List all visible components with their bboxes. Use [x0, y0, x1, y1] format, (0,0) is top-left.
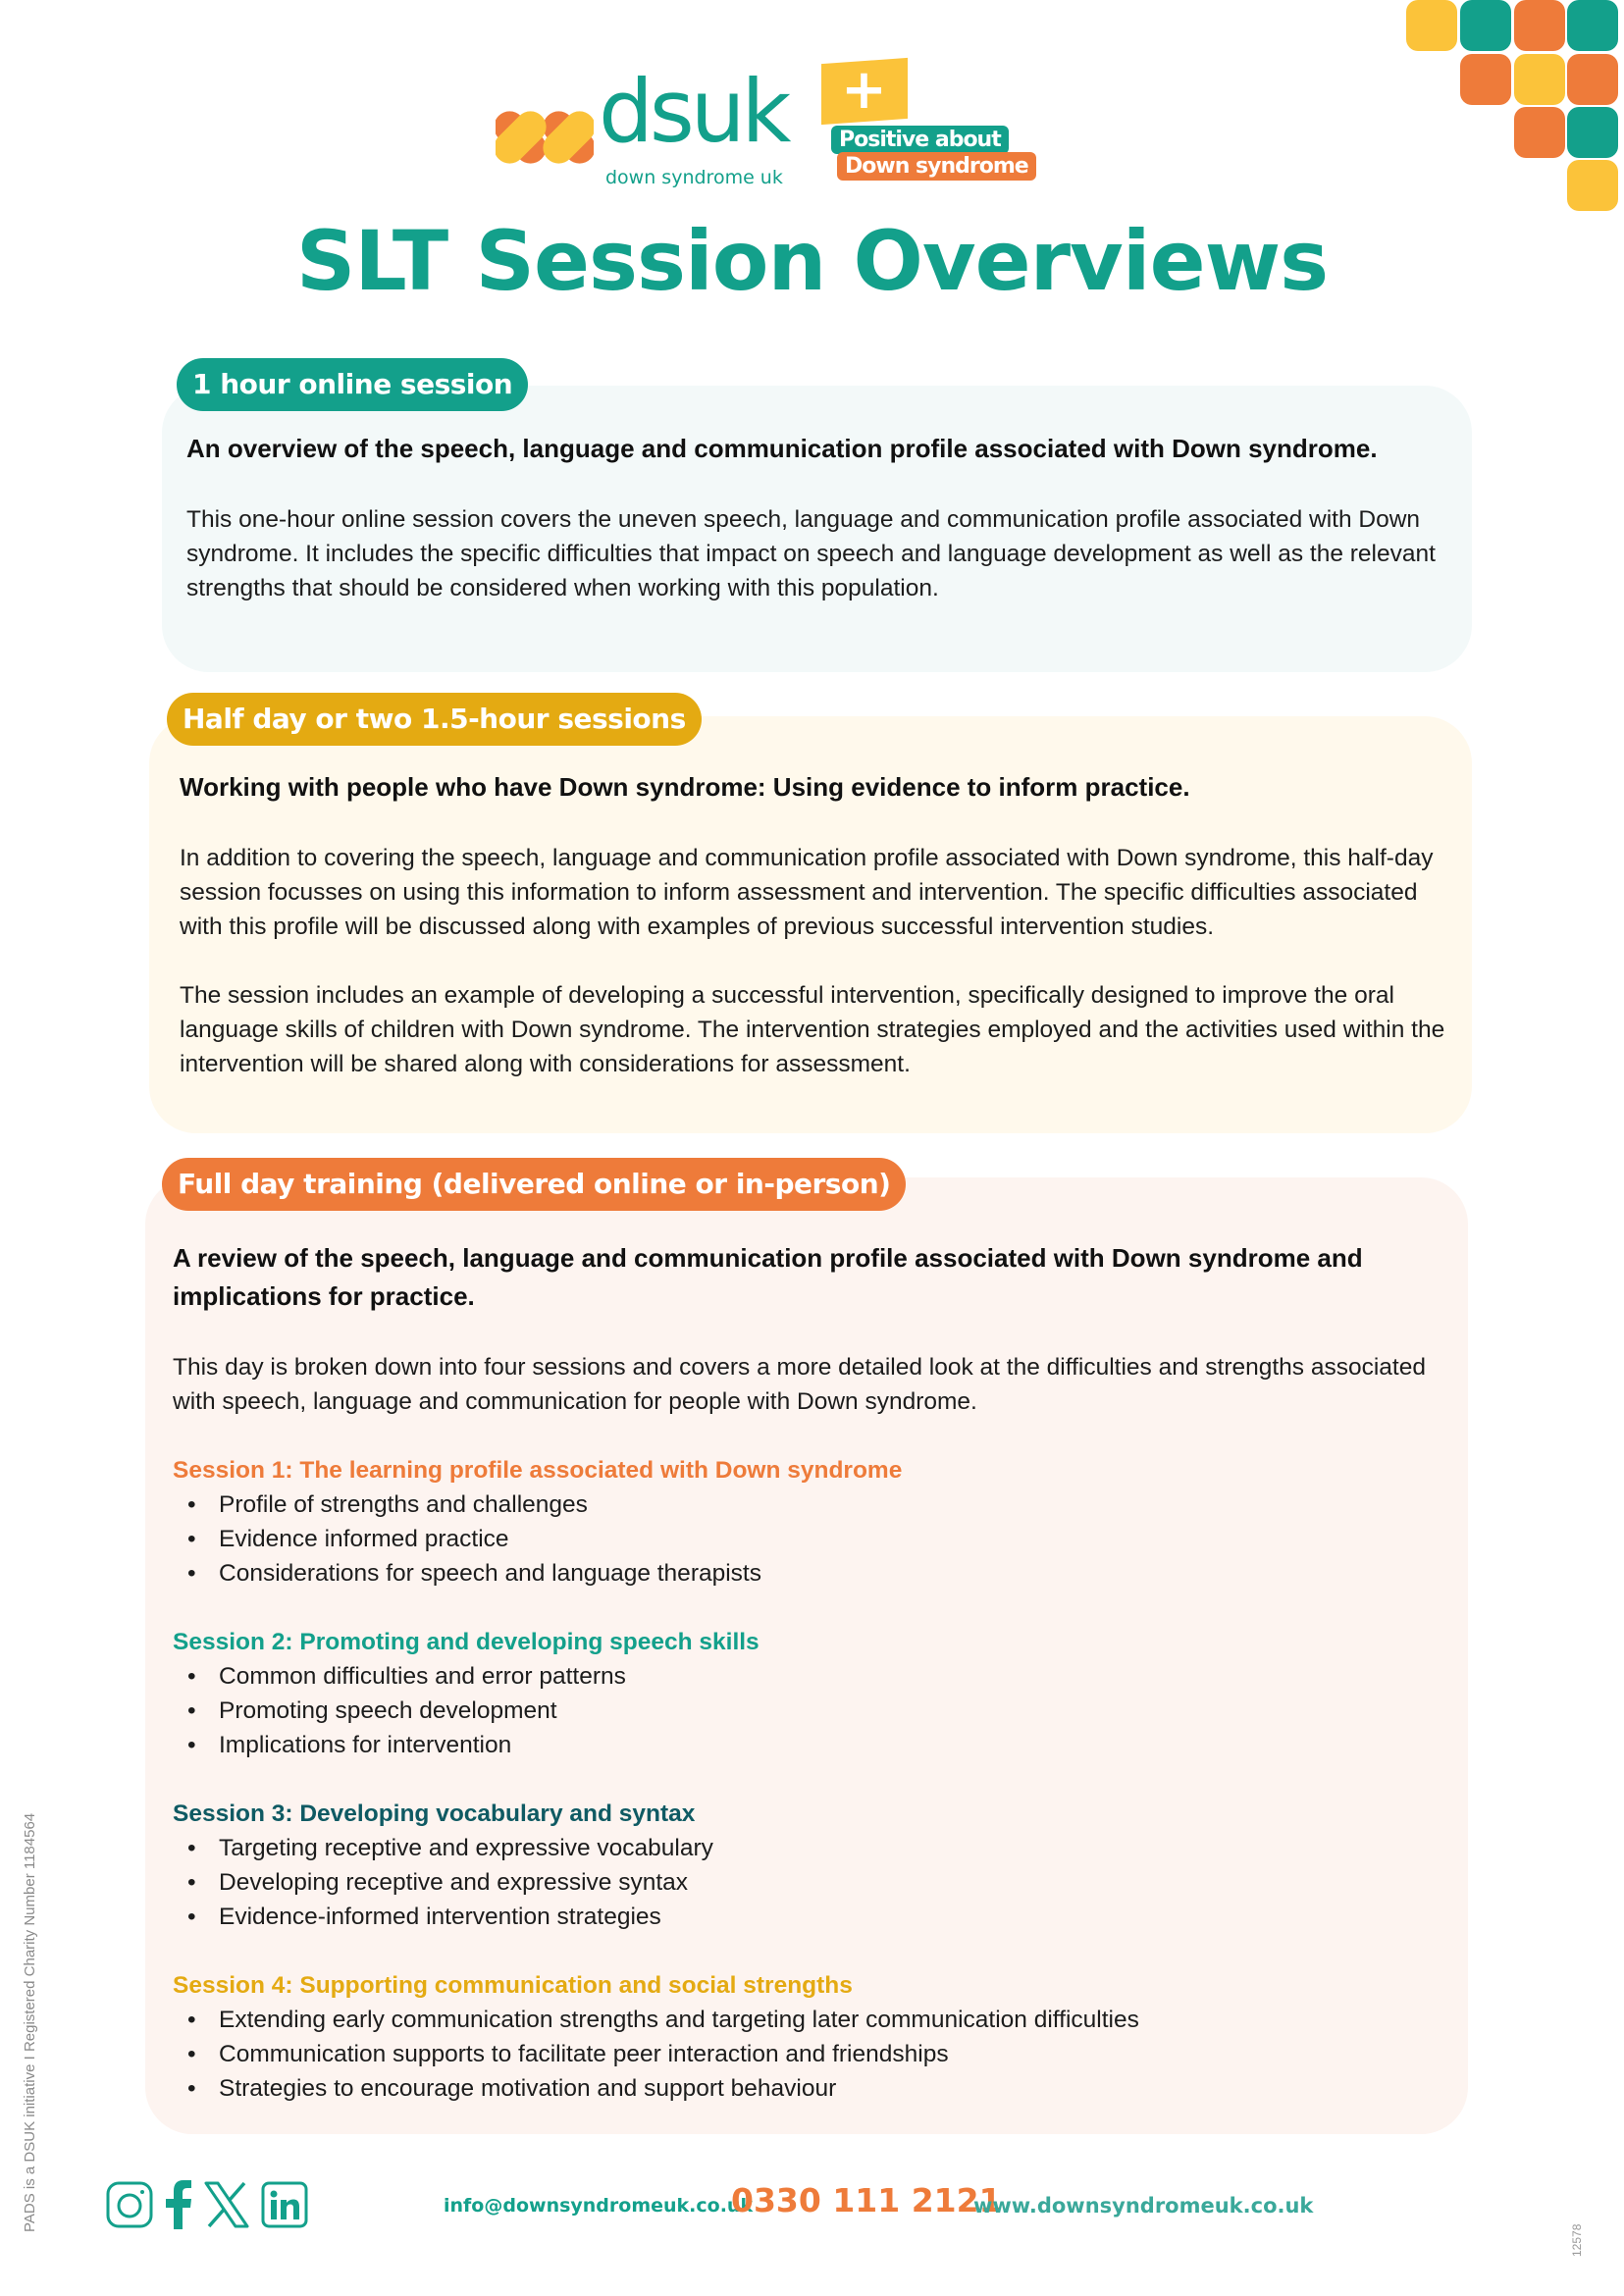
- list-item: [173, 2003, 1448, 2037]
- dsuk-logo-wordmark: dsuk: [599, 61, 788, 162]
- bullet-icon: •: [187, 1869, 196, 1896]
- section-paragraph: The session includes an example of developing a successful intervention, specifically designed to improve the oral language skills of children with Down syndrome. The intervention strategies employed and the activities used within the intervention will be shared along with considerations for assessment.: [180, 982, 1445, 1077]
- footer-phone[interactable]: 0330 111 2121: [731, 2181, 1002, 2219]
- tile: [1567, 160, 1618, 211]
- section-badge-halfday: Half day or two 1.5-hour sessions: [167, 693, 702, 746]
- list-item: [173, 2071, 1448, 2106]
- section-paragraph: This day is broken down into four sessions and covers a more detailed look at the difficulties and strengths associated with speech, language and communication for people with Down syndrome.: [173, 1354, 1426, 1415]
- section-paragraph: In addition to covering the speech, language and communication profile associated with Down syndrome, this half-day session focusses on using this information to inform assessment and intervention. The specific difficulties associated with this profile will be discussed along with examples of previous successful intervention studies.: [180, 845, 1434, 940]
- tile: [1567, 54, 1618, 105]
- list-item: [173, 1694, 1448, 1728]
- section-content-halfday: [180, 768, 1455, 1116]
- list-item-text: Implications for intervention: [219, 1732, 512, 1758]
- decorative-tiles: [1374, 0, 1624, 226]
- pads-logo-line1: Positive about: [831, 126, 1009, 154]
- list-item-text: Evidence informed practice: [219, 1526, 509, 1552]
- bullet-icon: •: [187, 1835, 196, 1861]
- list-item-text: Communication supports to facilitate peer interaction and friendships: [219, 2041, 949, 2067]
- section-lead: A review of the speech, language and communication profile associated with Down syndrome and implications for practice.: [173, 1243, 1363, 1311]
- list-item: [173, 1522, 1448, 1556]
- session-list-2: [173, 1659, 1448, 1762]
- section-badge-1hour: 1 hour online session: [177, 358, 528, 411]
- tile: [1514, 54, 1565, 105]
- section-paragraph: This one-hour online session covers the uneven speech, language and communication profile associated with Down syndrome. It includes the specific difficulties that impact on speech and language development as well as the relevant strengths that should be considered when working with this population.: [186, 506, 1436, 601]
- session-heading-1: Session 1: The learning profile associated with Down syndrome: [173, 1457, 903, 1484]
- list-item-text: Evidence-informed intervention strategies: [219, 1904, 661, 1930]
- tile: [1567, 107, 1618, 158]
- list-item: [173, 1659, 1448, 1694]
- list-item: [173, 1865, 1448, 1900]
- footer-website-link[interactable]: www.downsyndromeuk.co.uk: [973, 2194, 1314, 2218]
- tile: [1406, 0, 1457, 51]
- pads-logo-line2: Down syndrome: [837, 152, 1036, 181]
- tile: [1567, 0, 1618, 51]
- session-heading-4: Session 4: Supporting communication and social strengths: [173, 1972, 853, 1999]
- session-list-4: [173, 2003, 1448, 2106]
- list-item-text: Strategies to encourage motivation and support behaviour: [219, 2075, 837, 2102]
- bullet-icon: •: [187, 1491, 196, 1518]
- list-item-text: Common difficulties and error patterns: [219, 1663, 626, 1690]
- list-item-text: Profile of strengths and challenges: [219, 1491, 588, 1518]
- document-code: 12578: [1570, 2223, 1584, 2257]
- session-list-3: [173, 1831, 1448, 1934]
- list-item-text: Developing receptive and expressive syntax: [219, 1869, 689, 1896]
- tile: [1514, 107, 1565, 158]
- plus-icon: +: [841, 58, 887, 122]
- pads-logo: [819, 59, 1074, 196]
- tile: [1460, 0, 1511, 51]
- facebook-icon[interactable]: [165, 2180, 192, 2229]
- list-item: [173, 1556, 1448, 1591]
- list-item-text: Promoting speech development: [219, 1697, 557, 1724]
- bullet-icon: •: [187, 1697, 196, 1724]
- tile: [1460, 54, 1511, 105]
- header-logos: [496, 59, 1084, 206]
- list-item: [173, 2037, 1448, 2071]
- tile: [1514, 0, 1565, 51]
- session-heading-3: Session 3: Developing vocabulary and syntax: [173, 1800, 696, 1827]
- list-item: [173, 1900, 1448, 1934]
- social-links: [106, 2178, 308, 2231]
- list-item: [173, 1831, 1448, 1865]
- instagram-icon[interactable]: [106, 2181, 153, 2228]
- bullet-icon: •: [187, 2007, 196, 2033]
- section-badge-fullday: Full day training (delivered online or in-person): [162, 1158, 906, 1211]
- footer-email-link[interactable]: info@downsyndromeuk.co.uk: [444, 2195, 754, 2217]
- charity-note: PADS is a DSUK initiative I Registered Charity Number 1184564: [22, 1812, 38, 2232]
- list-item: [173, 1728, 1448, 1762]
- bullet-icon: •: [187, 1526, 196, 1552]
- section-content-fullday: [173, 1239, 1448, 2140]
- section-content-1hour: [186, 430, 1452, 640]
- bullet-icon: •: [187, 1732, 196, 1758]
- bullet-icon: •: [187, 2075, 196, 2102]
- session-heading-2: Session 2: Promoting and developing speech skills: [173, 1629, 760, 1655]
- bullet-icon: •: [187, 1560, 196, 1587]
- linkedin-icon[interactable]: [261, 2181, 308, 2228]
- page-title: SLT Session Overviews: [295, 213, 1329, 309]
- section-lead: An overview of the speech, language and communication profile associated with Down syndrome.: [186, 434, 1378, 463]
- dsuk-cross-logo-icon: [496, 88, 594, 186]
- list-item-text: Targeting receptive and expressive vocabulary: [219, 1835, 713, 1861]
- list-item-text: Extending early communication strengths and targeting later communication difficulties: [219, 2007, 1139, 2033]
- list-item-text: Considerations for speech and language therapists: [219, 1560, 761, 1587]
- x-icon[interactable]: [204, 2181, 249, 2228]
- bullet-icon: •: [187, 1663, 196, 1690]
- bullet-icon: •: [187, 1904, 196, 1930]
- session-list-1: [173, 1487, 1448, 1591]
- section-lead: Working with people who have Down syndrome: Using evidence to inform practice.: [180, 772, 1190, 802]
- list-item: [173, 1487, 1448, 1522]
- dsuk-logo-subtitle: down syndrome uk: [605, 167, 783, 188]
- bullet-icon: •: [187, 2041, 196, 2067]
